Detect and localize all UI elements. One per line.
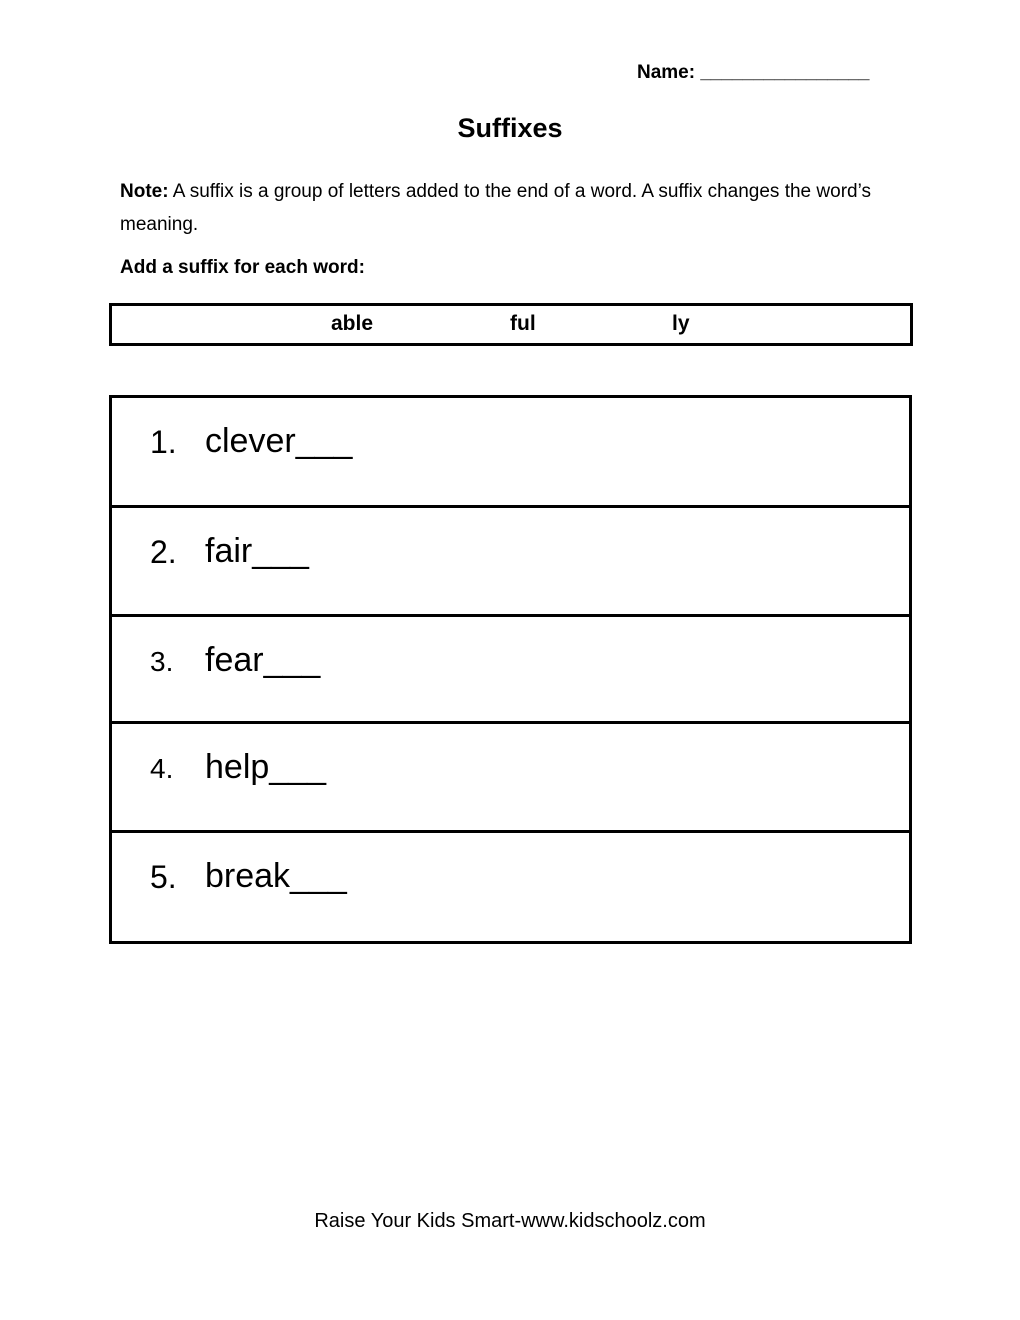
item-word: clever___ <box>205 422 353 460</box>
item-number: 3. <box>150 646 174 677</box>
item-number: 2. <box>150 534 177 570</box>
note-text: A suffix is a group of letters added to the end of a word. A suffix changes the word’s meaning. <box>120 181 871 235</box>
exercise-row <box>112 614 909 721</box>
exercise-row <box>112 398 909 505</box>
instruction-text: Add a suffix for each word: <box>120 257 365 278</box>
suffix-option-able: able <box>331 312 374 335</box>
item-word: help___ <box>205 748 327 786</box>
item-word: fear___ <box>205 641 321 679</box>
footer-credit: Raise Your Kids Smart-www.kidschoolz.com <box>314 1210 706 1232</box>
suffix-option-ful: ful <box>510 312 536 335</box>
suffix-word-bank <box>109 303 913 346</box>
item-number: 5. <box>150 859 177 895</box>
exercise-row <box>112 505 909 614</box>
exercise-table <box>109 395 912 944</box>
note-label: Note: <box>120 181 169 202</box>
exercise-row <box>112 830 909 941</box>
item-number: 1. <box>150 424 177 460</box>
item-word: break___ <box>205 857 347 895</box>
page-title: Suffixes <box>457 113 563 143</box>
name-field-label: Name: ________________ <box>637 62 870 83</box>
suffix-option-ly: ly <box>672 312 690 335</box>
exercise-row <box>112 721 909 828</box>
note-paragraph <box>120 175 890 241</box>
item-number: 4. <box>150 753 174 784</box>
item-word: fair___ <box>205 532 309 570</box>
